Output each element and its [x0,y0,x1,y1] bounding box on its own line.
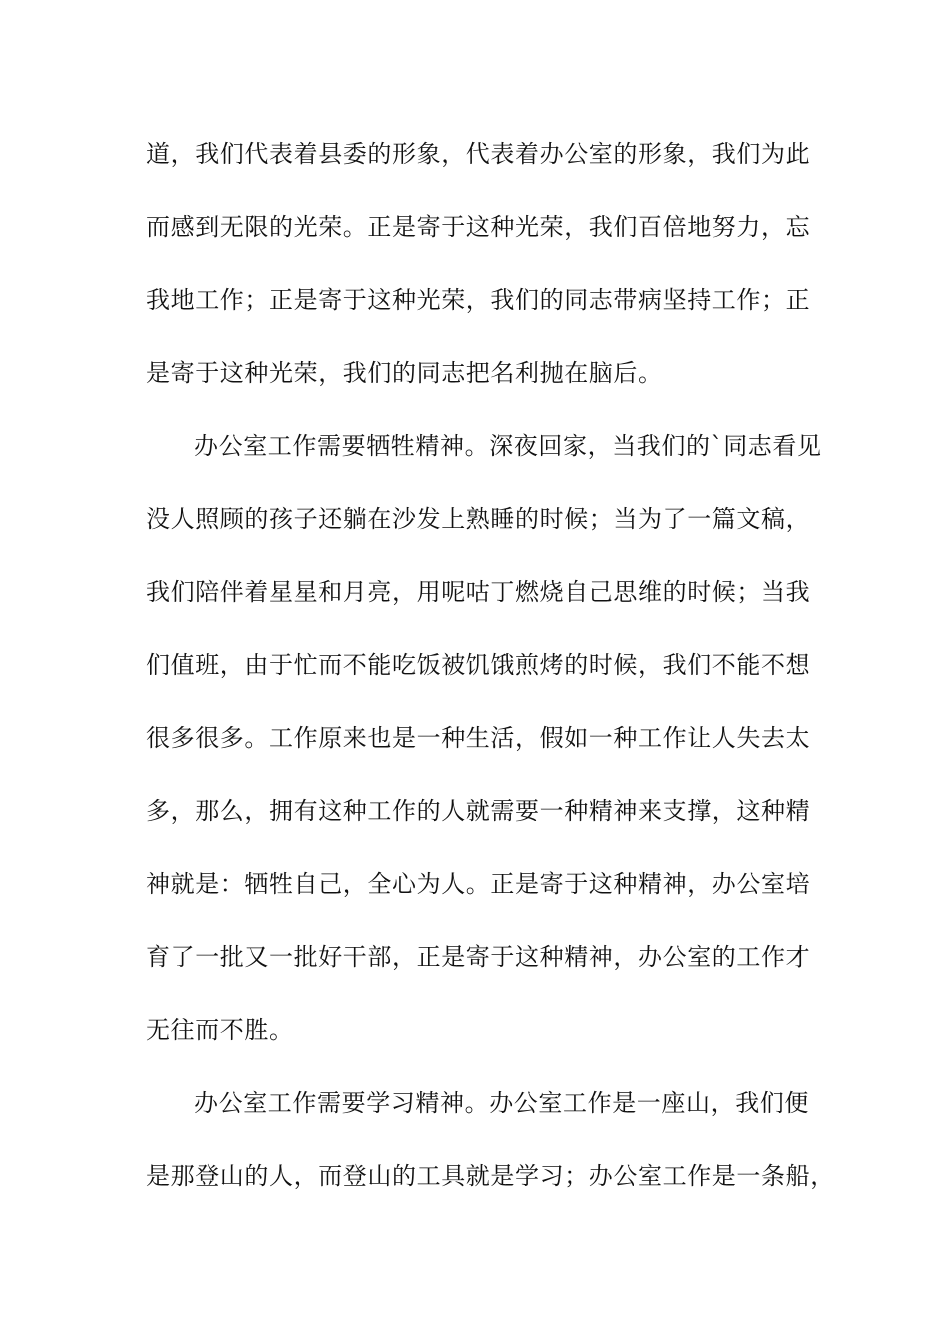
text-line: 神就是：牺牲自己，全心为人。正是寄于这种精神，办公室培 [146,870,811,898]
text-line: 道，我们代表着县委的形象，代表着办公室的形象，我们为此 [146,140,811,168]
text-line: 而感到无限的光荣。正是寄于这种光荣，我们百倍地努力，忘 [146,213,811,241]
paragraph-first-line: 办公室工作需要学习精神。办公室工作是一座山，我们便 [194,1089,809,1117]
text-line: 我们陪伴着星星和月亮，用呢咕丁燃烧自己思维的时候；当我 [146,578,811,606]
text-line: 们值班，由于忙而不能吃饭被饥饿煎烤的时候，我们不能不想 [146,651,811,679]
text-line: 我地工作；正是寄于这种光荣，我们的同志带病坚持工作；正 [146,286,811,314]
text-line: 无往而不胜。 [146,1016,294,1044]
paragraph-first-line: 办公室工作需要牺牲精神。深夜回家，当我们的`同志看见 [194,432,822,460]
text-line: 育了一批又一批好干部，正是寄于这种精神，办公室的工作才 [146,943,811,971]
text-line: 没人照顾的孩子还躺在沙发上熟睡的时候；当为了一篇文稿， [146,505,811,533]
text-line: 是那登山的人，而登山的工具就是学习；办公室工作是一条船， [146,1162,835,1190]
text-line: 多，那么，拥有这种工作的人就需要一种精神来支撑，这种精 [146,797,811,825]
text-line: 是寄于这种光荣，我们的同志把名利抛在脑后。 [146,359,663,387]
document-body [146,130,836,1225]
text-line: 很多很多。工作原来也是一种生活，假如一种工作让人失去太 [146,724,811,752]
